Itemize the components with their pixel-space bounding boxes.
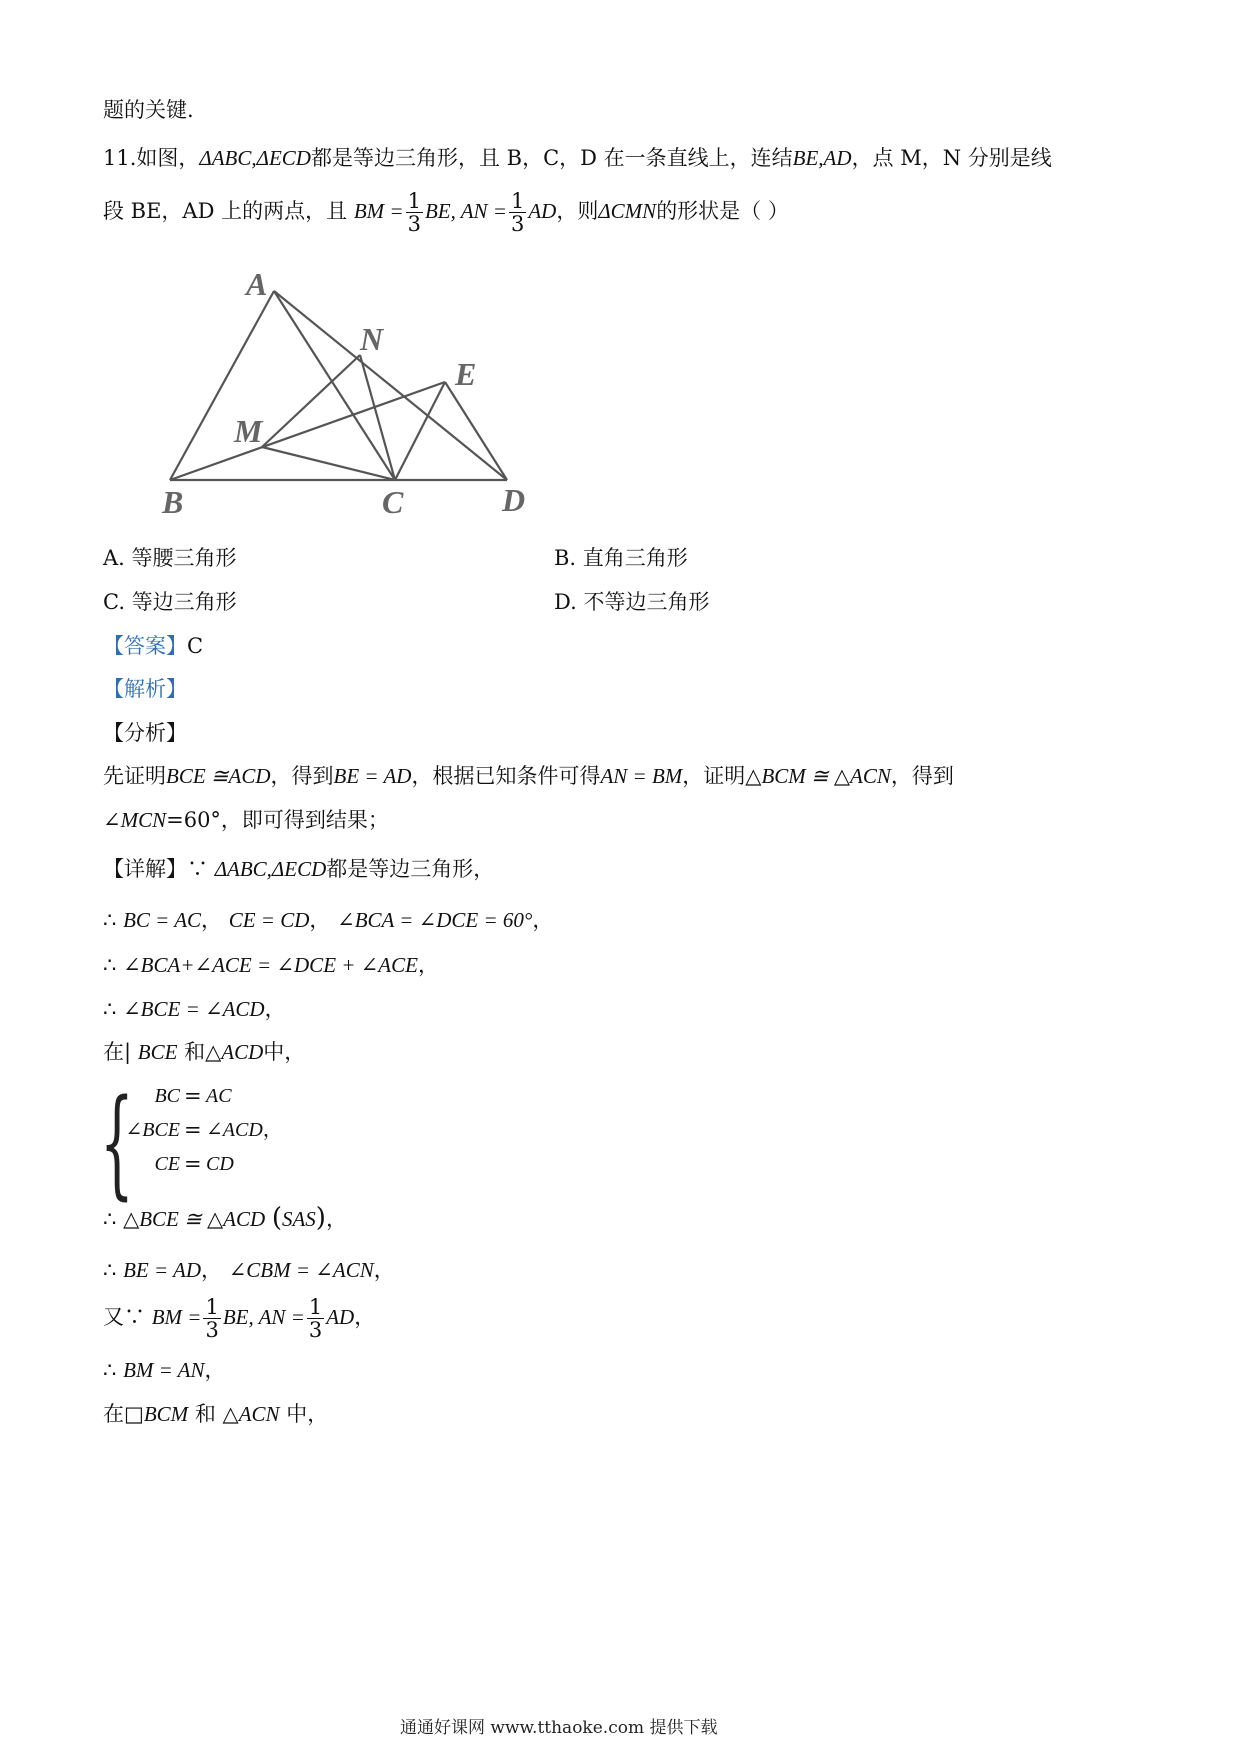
bm-lhs: BM = <box>353 199 404 224</box>
option-c-text: 等边三角形 <box>131 590 237 614</box>
system-row-end: ， <box>262 1119 283 1141</box>
fenxi-math: BE = AD <box>333 764 412 788</box>
answer-line <box>103 634 203 659</box>
fraction-one-third <box>307 1296 324 1341</box>
detail-math: △ACN <box>222 1402 280 1426</box>
detail-math: ∠BCA = ∠DCE = 60° <box>337 908 533 932</box>
question-text-1: 都是等边三角形，且 B，C，D 在一条直线上，连结 <box>310 146 793 170</box>
detail-text: 中， <box>286 1402 329 1426</box>
option-b-letter: B. <box>554 546 577 570</box>
detail-line-5: ∴ △BCE ≅ △ACD (SAS)， <box>103 1203 347 1233</box>
system-row: CE = CD <box>154 1152 234 1176</box>
geometry-figure <box>150 255 570 530</box>
fenxi-math: ACD <box>228 764 271 788</box>
fenxi-text: =60°，即可得到结果； <box>166 808 389 832</box>
label-b: B <box>162 484 184 520</box>
fraction-one-third <box>406 190 423 235</box>
detail-text: 和 <box>184 1040 206 1064</box>
fenxi-line-2 <box>103 808 389 833</box>
fraction-one-third <box>509 190 526 235</box>
question-line-2 <box>103 190 789 235</box>
analysis-label: 【解析】 <box>103 677 187 701</box>
option-c[interactable] <box>103 590 237 615</box>
system-rhs-value: ∠ACD <box>206 1119 263 1141</box>
left-brace: { <box>100 1073 134 1211</box>
detail-math: BCM <box>143 1402 189 1426</box>
question-text-3: 段 BE，AD 上的两点，且 <box>103 199 348 224</box>
detail-math: CE = CD <box>228 908 310 932</box>
footer-download-note: 通通好课网 www.tthaoke.com 提供下载 <box>400 1718 718 1738</box>
option-a-text: 等腰三角形 <box>131 546 237 570</box>
question-prefix: 11.如图， <box>103 146 200 170</box>
fenxi-text: ，得到 <box>890 764 954 788</box>
option-d[interactable] <box>554 590 709 615</box>
fenxi-math: ∠MCN <box>103 808 167 832</box>
since-symbol: ∵ <box>124 1305 145 1330</box>
bm-rhs: BE, AN = <box>424 199 507 224</box>
question-text-4: ，则 <box>556 199 599 224</box>
fraction-denominator: 3 <box>205 1318 219 1343</box>
detail-line-9: 在□BCM 和 △ACN 中， <box>103 1402 329 1426</box>
fraction-denominator: 3 <box>407 212 421 237</box>
detail-math: ∠BCE = ∠ACD <box>123 997 265 1021</box>
fraction-numerator: 1 <box>308 1295 323 1319</box>
detail-text: 又 <box>103 1305 124 1330</box>
since-symbol: ∵ <box>187 857 208 881</box>
option-b[interactable] <box>554 546 688 571</box>
system-rhs <box>206 1118 283 1142</box>
detail-line-2: ∴ ∠BCA+∠ACE = ∠DCE + ∠ACE， <box>103 953 439 977</box>
detail-text: 和 <box>194 1402 216 1426</box>
label-e: E <box>455 356 477 392</box>
detail-text: 中， <box>263 1040 306 1064</box>
segment-mc <box>262 447 395 480</box>
detail-line-3: ∴ ∠BCE = ∠ACD， <box>103 997 286 1021</box>
label-c: C <box>382 484 404 520</box>
option-b-text: 直角三角形 <box>582 546 688 570</box>
fenxi-math: AN = BM <box>600 764 683 788</box>
detail-math: ∠BCA+∠ACE = ∠DCE + ∠ACE <box>123 953 418 977</box>
detail-line-4: 在| BCE 和△ACD中， <box>103 1040 306 1064</box>
detail-line-1: ∴ BC = AC， CE = CD， ∠BCA = ∠DCE = 60°， <box>103 908 554 932</box>
label-n: N <box>360 321 384 357</box>
fenxi-line-1 <box>103 764 954 789</box>
question-segments: BE,AD <box>792 146 852 170</box>
therefore-symbol: ∴ <box>103 1258 117 1282</box>
option-d-letter: D. <box>554 590 577 614</box>
fenxi-math: △BCM ≅ △ACN <box>745 764 891 788</box>
therefore-symbol: ∴ <box>103 908 117 932</box>
option-c-letter: C. <box>103 590 125 614</box>
system-lhs: BC <box>154 1085 180 1107</box>
system-lhs: CE <box>154 1153 180 1175</box>
question-text-2: ，点 M，N 分别是线 <box>851 146 1052 170</box>
detail-text: 都是等边三角形， <box>326 857 495 881</box>
fraction-numerator: 1 <box>510 189 525 213</box>
fraction-numerator: 1 <box>407 189 421 213</box>
detail-line-8: ∴ BM = AN， <box>103 1358 226 1382</box>
fraction-numerator: 1 <box>205 1295 219 1319</box>
equation-system <box>118 1084 298 1186</box>
fenxi-text: 先证明 <box>103 764 166 788</box>
detail-math: AD <box>326 1305 355 1330</box>
system-row: BC = AC <box>154 1084 232 1108</box>
detail-math: BM = <box>151 1305 202 1330</box>
detail-text: 在 <box>103 1402 124 1426</box>
therefore-symbol: ∴ <box>103 1207 117 1231</box>
option-a[interactable] <box>103 546 237 571</box>
label-d: D <box>502 482 526 518</box>
therefore-symbol: ∴ <box>103 997 117 1021</box>
system-rhs: AC <box>206 1085 232 1107</box>
detail-math: BE, AN = <box>222 1305 305 1330</box>
fenxi-label: 【分析】 <box>103 721 187 745</box>
detail-math: BE = AD <box>123 1258 202 1282</box>
fenxi-text: ，证明 <box>682 764 746 788</box>
answer-value: C <box>187 634 204 658</box>
answer-label: 【答案】 <box>103 634 187 658</box>
detail-line-7: 又∵ BM = $\frac{1}{3}$ BE, AN = $\frac{1}{3}$ AD， <box>103 1295 376 1343</box>
fenxi-text: ，得到 <box>270 764 334 788</box>
intro-text: 题的关键. <box>103 98 194 122</box>
option-a-letter: A. <box>103 546 125 570</box>
detail-math: ΔABC,ΔECD <box>214 857 327 881</box>
system-lhs: ∠BCE <box>125 1119 180 1141</box>
detail-math: BCE <box>137 1040 178 1064</box>
question-text-5: 的形状是（ ） <box>656 199 789 224</box>
fraction-one-third <box>203 1296 220 1341</box>
detail-math: BM = AN <box>123 1358 205 1382</box>
fenxi-math: BCE ≅ <box>166 764 229 788</box>
detail-line-0 <box>103 857 494 882</box>
detail-math: △BCE ≅ △ACD <box>123 1207 266 1231</box>
segment-ab <box>170 291 274 480</box>
system-rhs: CD <box>206 1153 234 1175</box>
question-triangle-cmn: ΔCMN <box>598 199 657 224</box>
question-triangles: ΔABC,ΔECD <box>199 146 311 170</box>
label-m: M <box>234 413 263 449</box>
fraction-denominator: 3 <box>308 1318 323 1343</box>
label-a: A <box>246 266 268 302</box>
segment-ac <box>274 291 395 480</box>
therefore-symbol: ∴ <box>103 1358 117 1382</box>
detail-line-6: ∴ BE = AD， ∠CBM = ∠ACN， <box>103 1258 395 1282</box>
option-d-text: 不等边三角形 <box>583 590 710 614</box>
detail-math: ∠CBM = ∠ACN <box>228 1258 374 1282</box>
detail-label: 【详解】 <box>103 857 187 881</box>
system-row: ∠BCE = ∠ACD， <box>125 1118 283 1142</box>
fraction-denominator: 3 <box>510 212 525 237</box>
an-rhs: AD <box>528 199 557 224</box>
detail-math: △ACD <box>205 1040 264 1064</box>
question-line-1 <box>103 146 1052 171</box>
fenxi-text: ，根据已知条件可得 <box>411 764 601 788</box>
therefore-symbol: ∴ <box>103 953 117 977</box>
segment-be <box>170 382 445 480</box>
sas-label: SAS <box>281 1207 316 1231</box>
detail-math: BC = AC <box>123 908 202 932</box>
segment-ed <box>445 382 507 480</box>
detail-text: 在 <box>103 1040 124 1064</box>
